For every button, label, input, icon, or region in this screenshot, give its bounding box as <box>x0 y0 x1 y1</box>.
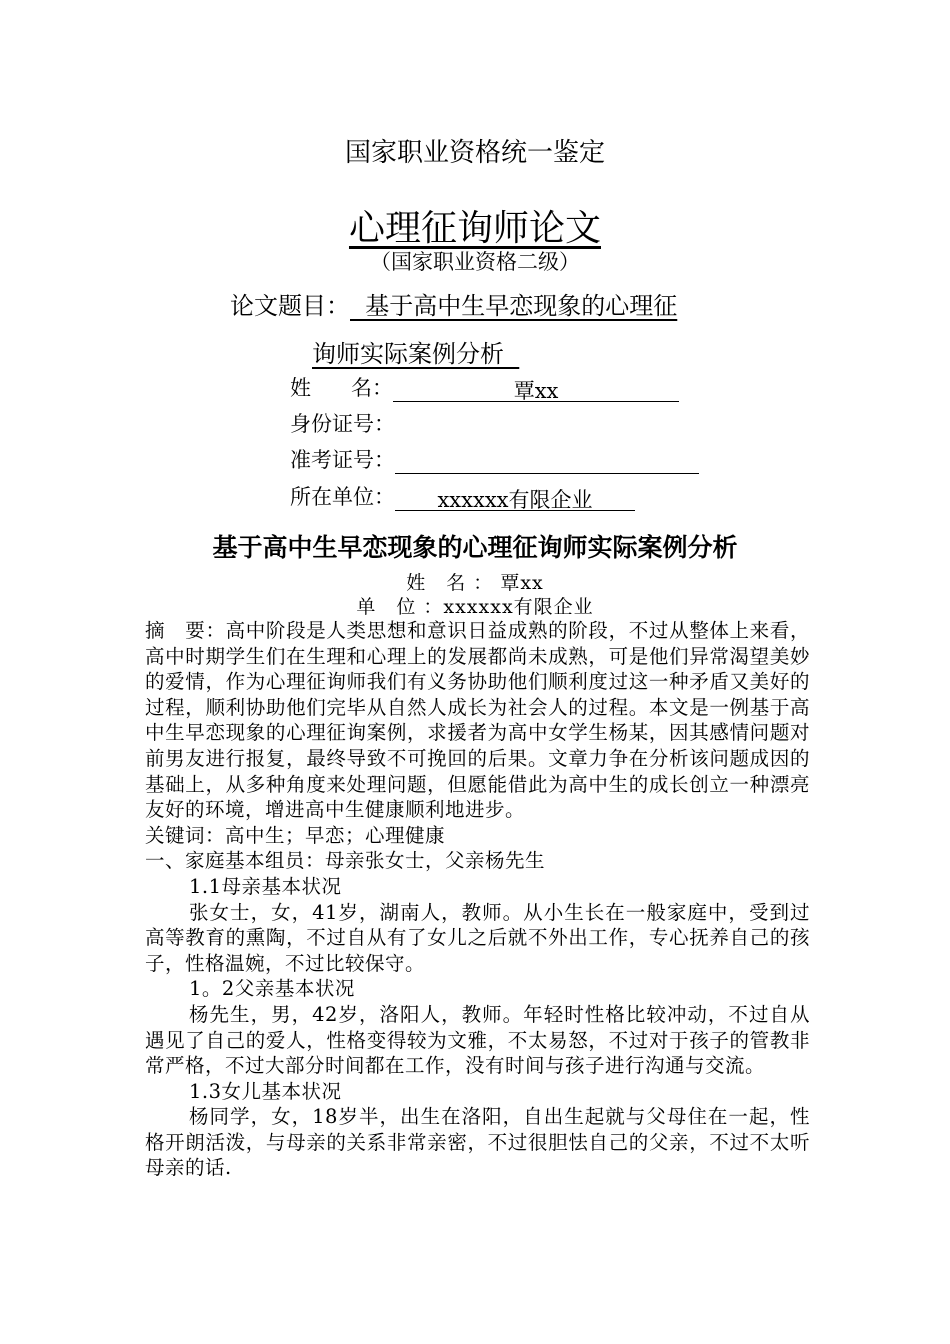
main-title-text: 心理征询师论文 <box>348 208 601 249</box>
qualification-level: （国家职业资格二级） <box>370 250 580 274</box>
topic-line-2 <box>312 334 519 369</box>
section-1-1-body: 张女士，女，41岁，湖南人，教师。从小生长在一般家庭中，受到过高等教育的熏陶，不过自从有了女儿之后就不外出工作，专心抚养自己的孩子，性格温婉，不过比较保守。 <box>145 900 810 975</box>
section-1-2-body: 杨先生，男，42岁，洛阳人，教师。年轻时性格比较冲动，不过自从遇见了自己的爱人，性格变得较为文雅，不太易怒，不过对于孩子的管教非常严格，不过大部分时间都在工作，没有时间与孩子进行沟通与交流。 <box>145 1002 810 1078</box>
unit-field <box>290 481 635 511</box>
unit-line: 单 位 ：xxxxxx有限企业 <box>356 596 594 618</box>
section-1-heading: 一、家庭基本组员：母亲张女士，父亲杨先生 <box>145 849 546 873</box>
keywords: 关键词：高中生；早恋；心理健康 <box>145 823 446 847</box>
exam-label: 准考证号： <box>290 448 395 472</box>
topic-text-2: 询师实际案例分析 <box>312 340 520 368</box>
id-label: 身份证号： <box>290 412 395 436</box>
section-1-2-heading: 1。2父亲基本状况 <box>189 977 355 1001</box>
body-text <box>145 618 810 1181</box>
paper-title: 基于高中生早恋现象的心理征询师实际案例分析 <box>212 533 738 562</box>
section-1-1-heading: 1.1母亲基本状况 <box>189 874 342 898</box>
name-value: 覃xx <box>393 375 679 402</box>
main-title <box>0 200 950 251</box>
exam-value-line <box>395 447 699 474</box>
section-1-3-heading: 1.3女儿基本状况 <box>189 1079 342 1103</box>
exam-field <box>290 444 699 474</box>
section-1-3-body: 杨同学，女，18岁半，出生在洛阳，自出生起就与父母住在一起，性格开朗活泼，与母亲的关系非常亲密，不过很胆怯自己的父亲，不过不太听母亲的话. <box>145 1105 810 1180</box>
topic-line-1 <box>230 286 677 321</box>
name-field <box>290 372 679 402</box>
abstract: 摘 要：高中阶段是人类思想和意识日益成熟的阶段，不过从整体上来看，高中时期学生们在生理和心理上的发展都尚未成熟，可是他们异常渴望美妙的爱情，作为心理征询师我们有义务协助他们顺利度过这一种矛盾又美好的过程，顺利协助他们完毕从自然人成长为社会人的过程。本文是一例基于高中生早恋现象的心理征询案例，求援者为高中女学生杨某，因其感情问题对前男友进行报复，最终导致不可挽回的后果。文章力争在分析该问题成因的基础上，从多种角度来处理问题，但愿能借此为高中生的成长创立一种漂亮友好的环境，增进高中生健康顺利地进步。 <box>145 619 810 822</box>
topic-label: 论文题目： <box>230 292 350 320</box>
name-label: 姓 名： <box>290 376 394 400</box>
unit-label: 所在单位： <box>290 485 395 509</box>
topic-text-1: 基于高中生早恋现象的心理征 <box>350 292 678 320</box>
certification-header: 国家职业资格统一鉴定 <box>344 138 605 168</box>
unit-value: xxxxxx有限企业 <box>395 484 635 511</box>
id-field <box>290 408 395 438</box>
author-line: 姓 名 ： 覃xx <box>406 572 544 594</box>
